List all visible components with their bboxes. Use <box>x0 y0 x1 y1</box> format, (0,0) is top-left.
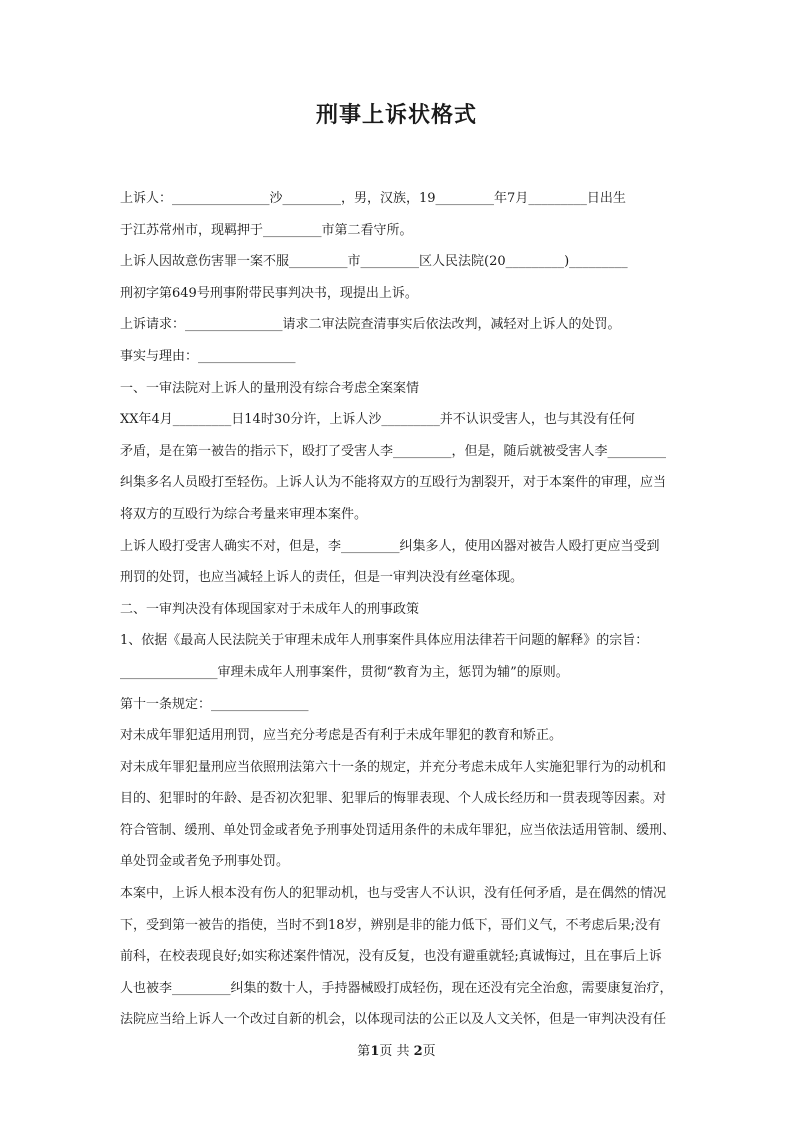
body-line: _______________审理未成年人刑事案件，贯彻“教育为主，惩罚为辅”的原则。 <box>120 664 569 680</box>
body-line: 上诉人因故意伤害罪一案不服_________市_________区人民法院(20_________)_________ <box>120 254 628 270</box>
body-line: XX年4月_________日14时30分许，上诉人沙_________并不认识受害人，也与其没有任何 <box>120 412 635 428</box>
body-line: 对未成年罪犯适用刑罚，应当充分考虑是否有利于未成年罪犯的教育和矫正。 <box>120 728 563 744</box>
body-line: 对未成年罪犯量刑应当依照刑法第六十一条的规定，并充分考虑未成年人实施犯罪行为的动机和 <box>120 759 667 775</box>
body-line: 人也被李_________纠集的数十人，手持器械殴打成轻伤，现在还没有完全治愈，需要康复治疗， <box>120 980 673 996</box>
body-line: 事实与理由：_______________ <box>120 348 296 364</box>
page-footer <box>0 1040 793 1059</box>
footer-suffix: 页 <box>422 1044 436 1059</box>
body-line: 二、一审判决没有体现国家对于未成年人的刑事政策 <box>120 601 420 617</box>
body-line: 上诉人殴打受害人确实不对，但是，李_________纠集多人，使用凶器对被告人殴打更应当受到 <box>120 538 660 554</box>
body-line: 刑初字第649号刑事附带民事判决书，现提出上诉。 <box>120 285 418 301</box>
body-line: 下，受到第一被告的指使，当时不到18岁，辨别是非的能力低下，哥们义气，不考虑后果;没有 <box>120 917 661 933</box>
body-line: 将双方的互殴行为综合考量来审理本案件。 <box>120 506 368 522</box>
body-line: 上诉请求：_______________请求二审法院查清事实后依法改判，减轻对上诉人的处罚。 <box>120 317 621 333</box>
body-line: 纠集多名人员殴打至轻伤。上诉人认为不能将双方的互殴行为割裂开，对于本案件的审理，应当 <box>120 475 667 491</box>
body-line: 第十一条规定：_______________ <box>120 696 309 712</box>
footer-prefix: 第 <box>357 1044 371 1059</box>
document-title: 刑事上诉状格式 <box>315 102 477 128</box>
body-line: 上诉人：_______________沙_________，男，汉族，19_________年7月_________日出生 <box>120 191 626 206</box>
body-line: 于江苏常州市，现羁押于_________市第二看守所。 <box>120 222 413 238</box>
body-line: 矛盾，是在第一被告的指示下，殴打了受害人李_________，但是，随后就被受害人李_________ <box>120 443 667 459</box>
body-line: 法院应当给上诉人一个改过自新的机会，以体现司法的公正以及人文关怀，但是一审判决没有任 <box>120 1012 667 1028</box>
body-line: 目的、犯罪时的年龄、是否初次犯罪、犯罪后的悔罪表现、个人成长经历和一贯表现等因素。对 <box>120 791 667 807</box>
body-line: 1、依据《最高人民法院关于审理未成年人刑事案件具体应用法律若干问题的解释》的宗旨： <box>120 633 649 649</box>
body-line: 一、一审法院对上诉人的量刑没有综合考虑全案案情 <box>120 380 420 396</box>
current-page-number: 1 <box>370 1044 380 1059</box>
body-line: 符合管制、缓刑、单处罚金或者免予刑事处罚适用条件的未成年罪犯，应当依法适用管制、缓刑、 <box>120 822 676 838</box>
body-line: 单处罚金或者免予刑事处罚。 <box>120 854 290 870</box>
body-line: 本案中，上诉人根本没有伤人的犯罪动机，也与受害人不认识，没有任何矛盾，是在偶然的情况 <box>120 886 667 902</box>
body-line: 刑罚的处罚，也应当减轻上诉人的责任，但是一审判决没有丝毫体现。 <box>120 570 524 586</box>
footer-middle: 页 共 <box>379 1044 414 1059</box>
total-page-count: 2 <box>413 1044 423 1059</box>
body-line: 前科，在校表现良好;如实称述案件情况，没有反复，也没有避重就轻;真诚悔过，且在事后上诉 <box>120 949 662 965</box>
document-body <box>120 183 675 1036</box>
